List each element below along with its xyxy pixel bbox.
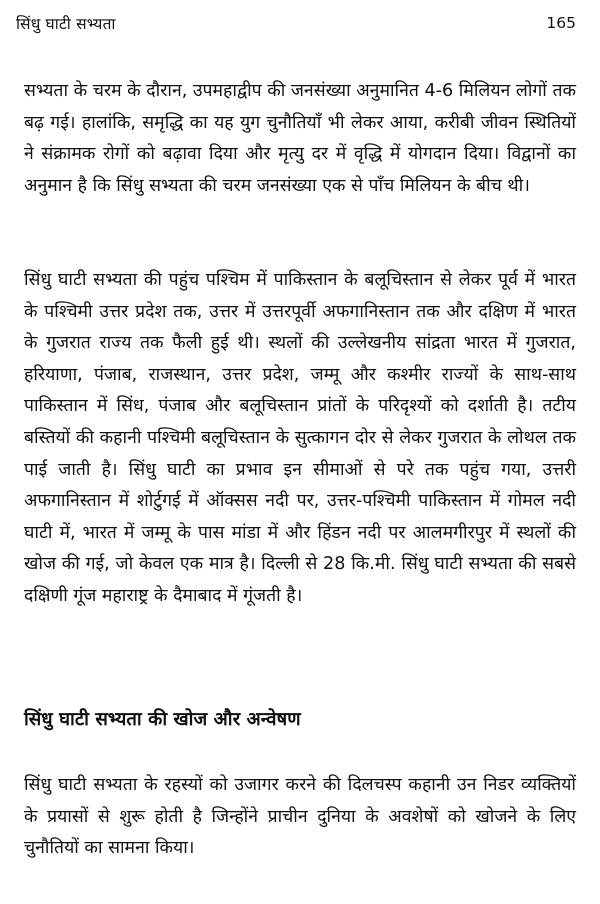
section-heading: सिंधु घाटी सभ्यता की खोज और अन्वेषण (24, 709, 301, 730)
paragraph-discovery: सिंधु घाटी सभ्यता के रहस्यों को उजागर करने की दिलचस्प कहानी उन निडर व्यक्तियों के प्रयासों से शुरू होती है जिन्होंने प्राचीन दुनिया के अवशेषों को खोजने के लिए चुनौतियों का सामना किया। (24, 775, 576, 859)
paragraph-population: सभ्यता के चरम के दौरान, उपमहाद्वीप की जनसंख्या अनुमानित 4-6 मिलियन लोगों तक बढ़ गई। हालांकि, समृद्धि का यह युग चुनौतियाँ भी लेकर आया, करीबी जीवन स्थितियों ने संक्रामक रोगों को बढ़ावा दिया और मृत्यु दर में वृद्धि में योगदान दिया। विद्वानों का अनुमान है कि सिंधु सभ्यता की चरम जनसंख्या एक से पाँच मिलियन के बीच थी। (24, 81, 576, 196)
paragraph-geographic-extent: सिंधु घाटी सभ्यता की पहुंच पश्चिम में पाकिस्तान के बलूचिस्तान से लेकर पूर्व में भारत के पश्चिमी उत्तर प्रदेश तक, उत्तर में उत्तरपूर्वी अफगानिस्तान तक और दक्षिण में भारत के गुजरात राज्य तक फैली हुई थी। स्थलों की उल्लेखनीय सांद्रता भारत में गुजरात, हरियाणा, पंजाब, राजस्थान, उत्तर प्रदेश, जम्मू और कश्मीर राज्यों के साथ-साथ पाकिस्तान में सिंध, पंजाब और बलूचिस्तान प्रांतों के परिदृश्यों को दर्शाती है। तटीय बस्तियों की कहानी पश्चिमी बलूचिस्तान के सुत्कागन दोर से लेकर गुजरात के लोथल तक पाई जाती है। सिंधु घाटी का प्रभाव इन सीमाओं से परे तक पहुंच गया, उत्तरी अफगानिस्तान में शोर्टुगई में ऑक्सस नदी पर, उत्तर-पश्चिमी पाकिस्तान में गोमल नदी घाटी में, भारत में जम्मू के पास मांडा में और हिंडन नदी पर आलमगीरपुर में स्थलों की खोज की गई, जो केवल एक मात्र है। दिल्ली से 28 कि.मी. सिंधु घाटी सभ्यता की सबसे दक्षिणी गूंज महाराष्ट्र के दैमाबाद में गूंजती है। (24, 270, 576, 606)
running-head: सिंधु घाटी सभ्यता (16, 15, 116, 33)
page-number: 165 (546, 14, 576, 32)
page-header (16, 8, 576, 38)
